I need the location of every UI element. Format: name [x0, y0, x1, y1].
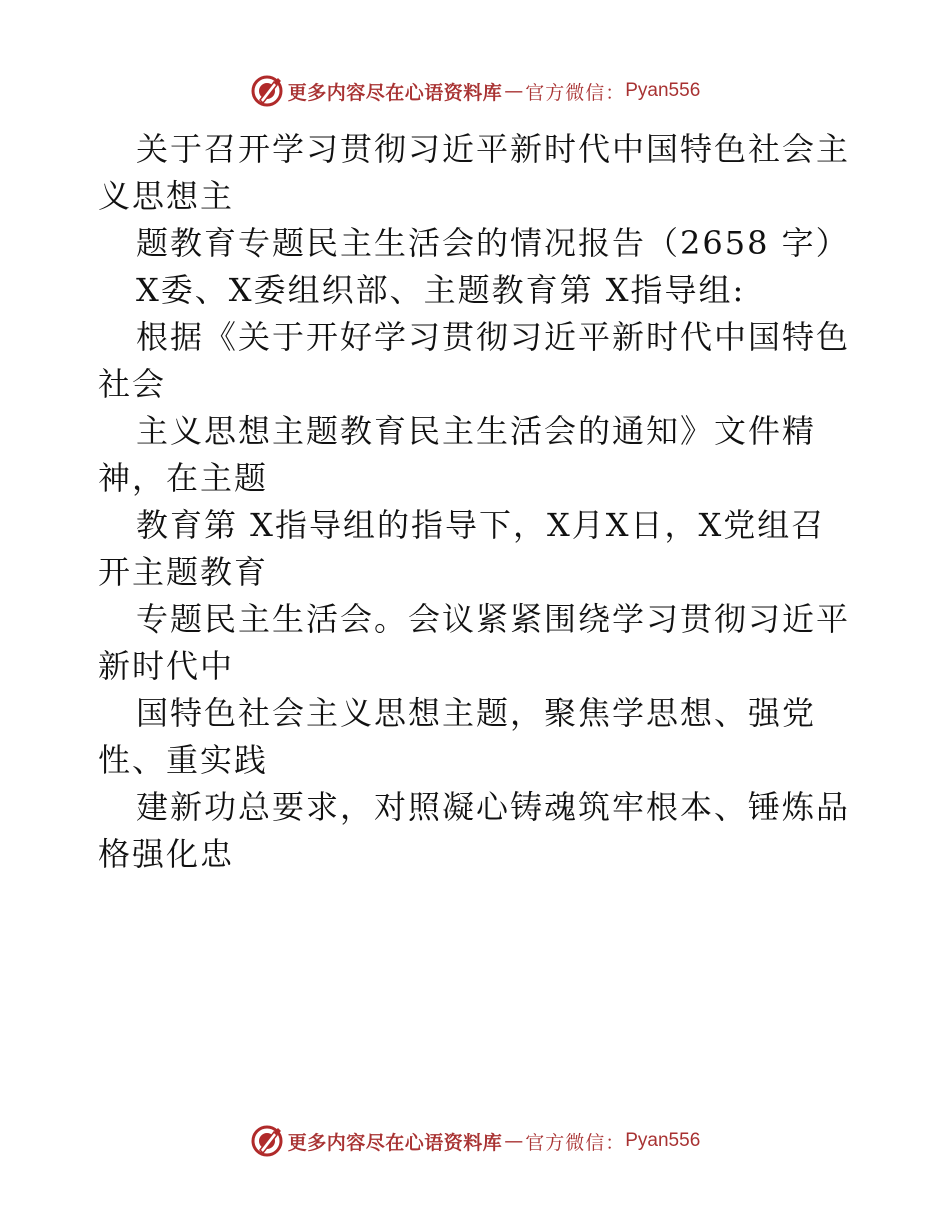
- body-line: 国特色社会主义思想主题，聚焦学思想、强党: [136, 694, 817, 732]
- body-line: 性、重实践: [98, 741, 269, 779]
- watermark-wechat-id: Pyan556: [625, 80, 701, 101]
- body-line: 新时代中: [98, 647, 235, 685]
- body-line: 专题民主生活会。会议紧紧围绕学习贯彻习近平: [136, 600, 851, 638]
- body-line: 建新功总要求，对照凝心铸魂筑牢根本、锤炼品: [136, 788, 851, 826]
- body-line: 教育第 X指导组的指导下，X月X日，X党组召: [136, 506, 826, 544]
- body-line: 题教育专题民主生活会的情况报告（2658 字）: [136, 224, 850, 262]
- body-line: 主义思想主题教育民主生活会的通知》文件精: [136, 412, 817, 450]
- body-line: 义思想主: [98, 177, 235, 215]
- watermark-separator: —: [504, 80, 524, 102]
- watermark-main-text: 更多内容尽在心语资料库: [287, 1131, 503, 1154]
- document-body: [98, 126, 858, 878]
- body-line: 根据《关于开好学习贯彻习近平新时代中国特色: [136, 318, 851, 356]
- watermark-wechat-id: Pyan556: [625, 1130, 701, 1151]
- footer-watermark: [0, 1121, 950, 1161]
- pen-logo-icon: [250, 74, 284, 108]
- body-line: X委、X委组织部、主题教育第 X指导组:: [136, 271, 746, 309]
- header-watermark: [0, 71, 950, 111]
- body-line: 开主题教育: [98, 553, 269, 591]
- pen-logo-icon: [250, 1124, 284, 1158]
- watermark-main-text: 更多内容尽在心语资料库: [287, 81, 503, 104]
- body-line: 关于召开学习贯彻习近平新时代中国特色社会主: [136, 130, 851, 168]
- watermark-sub-text: 官方微信：: [525, 81, 626, 104]
- body-line: 社会: [98, 365, 167, 403]
- body-line: 神，在主题: [98, 459, 269, 497]
- body-line: 格强化忠: [98, 835, 235, 873]
- watermark-separator: —: [504, 1130, 524, 1152]
- watermark-sub-text: 官方微信：: [525, 1131, 626, 1154]
